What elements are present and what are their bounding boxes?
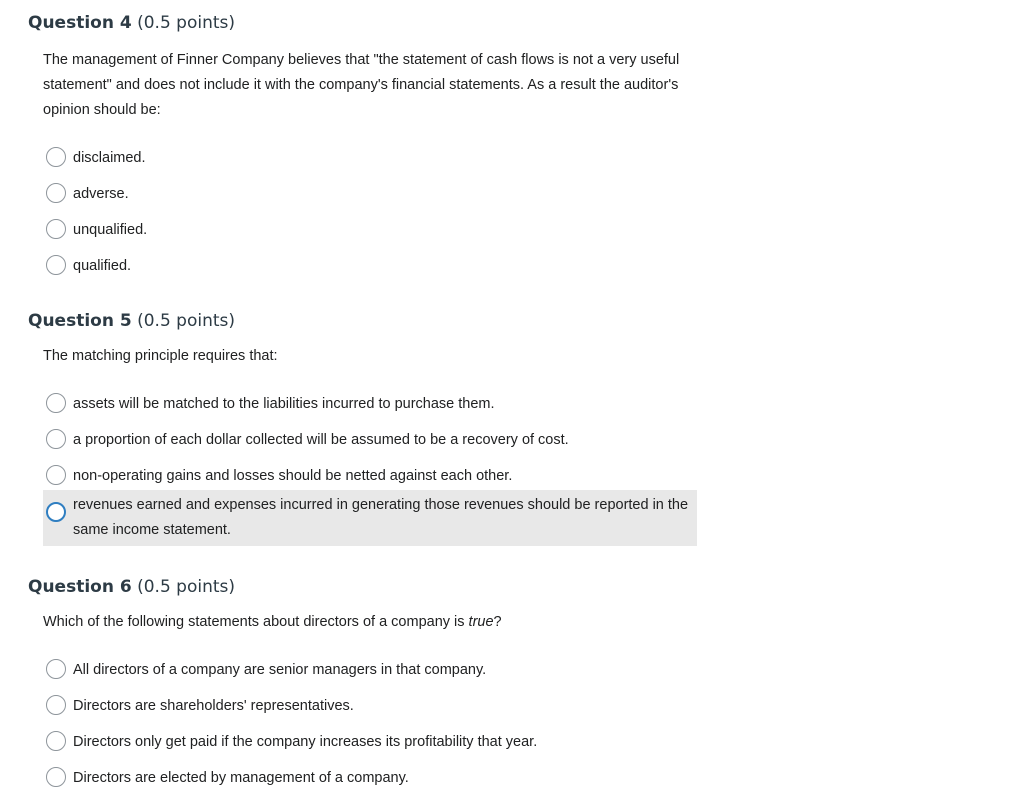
question-text-emphasis: true: [468, 614, 494, 630]
radio-button[interactable]: [46, 429, 66, 449]
radio-button[interactable]: [46, 659, 66, 679]
answer-label: All directors of a company are senior managers in that company.: [73, 662, 487, 678]
answer-label: Directors are shareholders' representatives.: [73, 698, 354, 714]
answer-label: assets will be matched to the liabilities incurred to purchase them.: [73, 396, 495, 412]
question-text-after: ?: [493, 614, 502, 630]
answer-option[interactable]: [43, 694, 697, 719]
question-number: Question 5: [28, 311, 132, 331]
question-title: [28, 310, 235, 332]
question-points: (0.5 points): [137, 311, 236, 331]
answer-label: a proportion of each dollar collected will be assumed to be a recovery of cost.: [73, 432, 569, 448]
radio-button[interactable]: [46, 147, 66, 167]
question-number: Question 6: [28, 577, 132, 597]
radio-button[interactable]: [46, 393, 66, 413]
answer-option[interactable]: [43, 392, 697, 417]
question-title: [28, 12, 235, 34]
question-text: The management of Finner Company believes that "the statement of cash flows is not a very useful statement" and does not include it with the company's financial statements. As a result the auditor's opinion should be:: [43, 52, 680, 118]
answer-option[interactable]: [43, 218, 697, 243]
radio-button[interactable]: [46, 219, 66, 239]
radio-button[interactable]: [46, 502, 66, 522]
question-text: The matching principle requires that:: [43, 348, 278, 364]
answer-option[interactable]: [43, 464, 697, 489]
answer-label: Directors only get paid if the company increases its profitability that year.: [73, 734, 538, 750]
question-text: [43, 610, 703, 635]
answer-label: Directors are elected by management of a company.: [73, 770, 409, 786]
question-number: Question 4: [28, 13, 132, 33]
answer-option[interactable]: [43, 766, 697, 791]
radio-button[interactable]: [46, 255, 66, 275]
answer-label: unqualified.: [73, 222, 148, 238]
answer-label: non-operating gains and losses should be netted against each other.: [73, 468, 513, 484]
answer-option-hovered[interactable]: [43, 490, 697, 546]
answer-option[interactable]: [43, 254, 697, 279]
radio-button[interactable]: [46, 465, 66, 485]
answer-label: disclaimed.: [73, 150, 146, 166]
question-text-before: Which of the following statements about directors of a company is: [43, 614, 469, 630]
answer-option[interactable]: [43, 428, 697, 453]
answer-option[interactable]: [43, 730, 697, 755]
answer-label: revenues earned and expenses incurred in generating those revenues should be reported in the same income statement.: [73, 497, 689, 538]
radio-button[interactable]: [46, 695, 66, 715]
answer-label: qualified.: [73, 258, 132, 274]
answer-label: adverse.: [73, 186, 129, 202]
answer-option[interactable]: [43, 146, 697, 171]
question-points: (0.5 points): [137, 13, 236, 33]
answer-option[interactable]: [43, 182, 697, 207]
answer-option[interactable]: [43, 658, 697, 683]
radio-button[interactable]: [46, 767, 66, 787]
question-title: [28, 576, 235, 598]
radio-button[interactable]: [46, 731, 66, 751]
radio-button[interactable]: [46, 183, 66, 203]
question-points: (0.5 points): [137, 577, 236, 597]
